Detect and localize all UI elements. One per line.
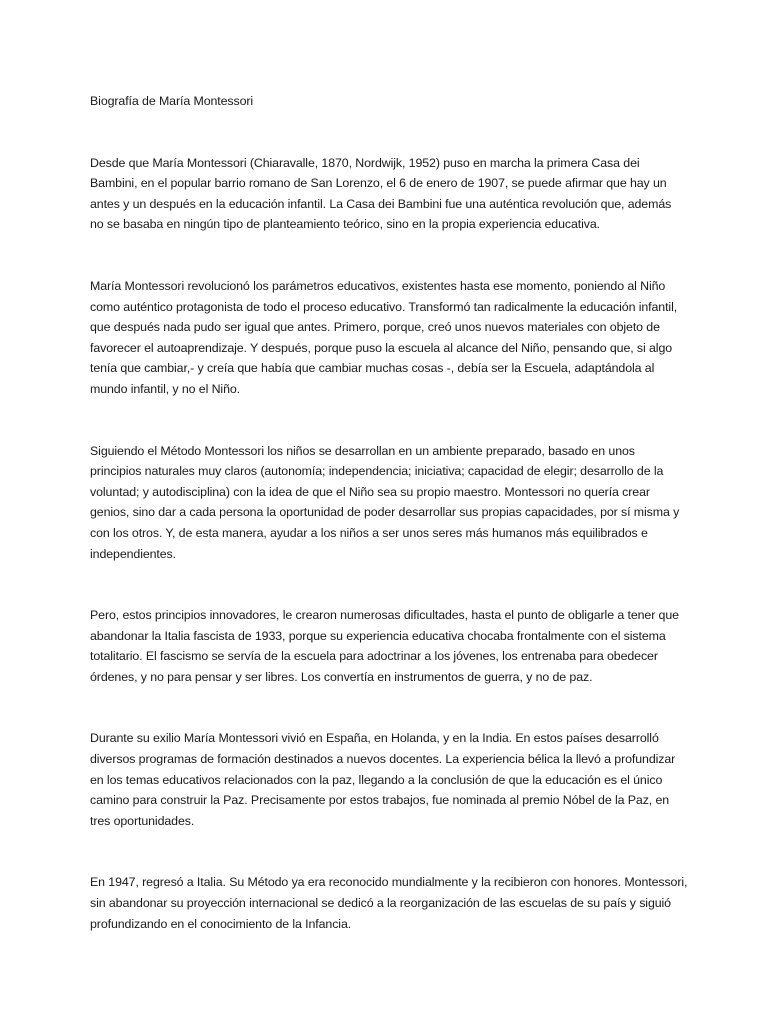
paragraph-2: María Montessori revolucionó los parámetros educativos, existentes hasta ese momento, poniendo al Niño como auténtico protagonista de todo el proceso educativo. Transformó tan radicalmente la educación infantil, que después nada pudo ser igual que antes. Primero, porque, creó unos nuevos materiales con objeto de favorecer el autoaprendizaje. Y después, porque puso la escuela al alcance del Niño, pensando que, si algo tenía que cambiar,- y creía que había que cambiar muchas cosas -, debía ser la Escuela, adaptándola al mundo infantil, y no el Niño. (90, 278, 678, 396)
document-title: Biografía de María Montessori (90, 94, 254, 108)
paragraph-5: Durante su exilio María Montessori vivió en España, en Holanda, y en la India. En estos países desarrolló diversos programas de formación destinados a nuevos docentes. La experiencia bélica la llevó a profundizar en los temas educativos relacionados con la paz, llegando a la conclusión de que la educación es el único camino para construir la Paz. Precisamente por estos trabajos, fue nominada al premio Nóbel de la Paz, en tres oportunidades. (90, 731, 676, 828)
paragraph-6: En 1947, regresó a Italia. Su Método ya era reconocido mundialmente y la recibieron con honores. Montessori, sin abandonar su proyección internacional se dedicó a la reorganización de las escuelas de su país y siguió profundizando en el conocimiento de la Infancia. (90, 875, 688, 931)
paragraph-1: Desde que María Montessori (Chiaravalle, 1870, Nordwijk, 1952) puso en marcha la primera Casa dei Bambini, en el popular barrio romano de San Lorenzo, el 6 de enero de 1907, se puede afirmar que hay un antes y un después en la educación infantil. La Casa dei Bambini fue una auténtica revolución que, además no se basaba en ningún tipo de planteamiento teórico, sino en la propia experiencia educativa. (90, 155, 672, 232)
paragraph-4: Pero, estos principios innovadores, le crearon numerosas dificultades, hasta el punto de obligarle a tener que abandonar la Italia fascista de 1933, porque su experiencia educativa chocaba frontalmente con el sistema totalitario. El fascismo se servía de la escuela para adoctrinar a los jóvenes, los entrenaba para obedecer órdenes, y no para pensar y ser libres. Los convertía en instrumentos de guerra, y no de paz. (90, 608, 679, 684)
document-body (90, 91, 688, 975)
paragraph-3: Siguiendo el Método Montessori los niños se desarrollan en un ambiente preparado, basado en unos principios naturales muy claros (autonomía; independencia; iniciativa; capacidad de elegir; desarrollo de la voluntad; y autodisciplina) con la idea de que el Niño sea su propio maestro. Montessori no quería crear genios, sino dar a cada persona la oportunidad de poder desarrollar sus propias capacidades, por sí misma y con los otros. Y, de esta manera, ayudar a los niños a ser unos seres más humanos más equilibrados e independientes. (90, 443, 680, 561)
